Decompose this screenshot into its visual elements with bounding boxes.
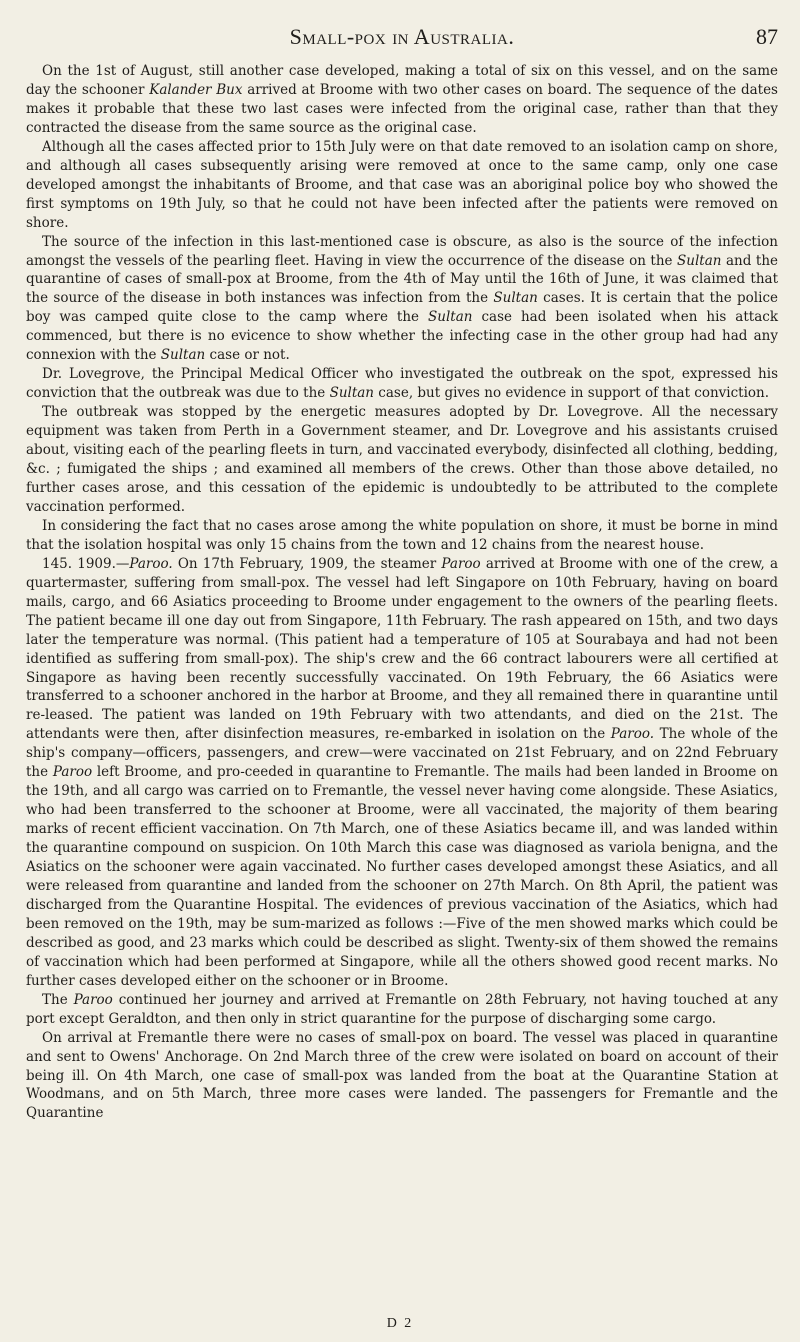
vessel-name: Paroo.: [129, 555, 173, 572]
paragraph: The source of the infection in this last-mentioned case is obscure, as also is the source of the infection amongst the vessels of the pearling fleet. Having in view the occurrence of the disease on the Sultan and the quarantine of cases of small-pox at Broome, from the 4th of May until the 16th of June, it was claimed that the source of the disease in both instances was infection from the Sultan cases. It is certain that the police boy was camped quite close to the camp where the Sultan case had been isolated when his attack commenced, but there is no evicence to show whether the infecting case in the other group had had any connexion with the Sultan case or not.: [26, 233, 779, 364]
paragraph: On the 1st of August, still another case developed, making a total of six on this vessel, and on the same day the schooner Kalander Bux arrived at Broome with two other cases on board. The sequence of the dates makes it probable that these two last cases were infected from the original case, rather than that they contracted the disease from the same source as the original case.: [26, 63, 778, 136]
page-number: 87: [756, 24, 778, 49]
paragraph: In considering the fact that no cases arose among the white population on shore, it must be borne in mind that the isolation hospital was only 15 chains from the town and 12 chains from the nearest house.: [26, 517, 778, 553]
paragraph: Although all the cases affected prior to 15th July were on that date removed to an isolation camp on shore, and although all cases subsequently arising were removed at once to the same camp, only one case developed amongst the inhabitants of Broome, and that case was an aboriginal police boy who showed the first symptoms on 19th July, so that he could not have been infected after the patients were removed on shore.: [26, 138, 778, 231]
article-body: [26, 62, 778, 1123]
vessel-name: Sultan: [160, 347, 206, 364]
vessel-name: Sultan: [428, 309, 473, 326]
vessel-name: Sultan: [677, 252, 722, 269]
vessel-name: Paroo: [52, 764, 93, 781]
vessel-name: Paroo: [441, 555, 481, 572]
paragraph: The outbreak was stopped by the energetic measures adopted by Dr. Lovegrove. All the necessary equipment was taken from Perth in a Government steamer, and Dr. Lovegrove and his assistants cruised about, visiting each of the pearling fleets in turn, and vaccinated everybody, disinfected all clothing, bedding, &c. ; fumigated the ships ; and examined all members of the crews. Other than those above detailed, no further cases arose, and this cessation of the epidemic is undoubtedly to be attributed to the complete vaccination performed.: [26, 404, 778, 515]
vessel-name: Paroo: [73, 991, 113, 1008]
signature-mark: D 2: [386, 1316, 414, 1331]
vessel-name: Sultan: [493, 290, 538, 307]
paragraph: Dr. Lovegrove, the Principal Medical Officer who investigated the outbreak on the spot, expressed his conviction that the outbreak was due to the Sultan case, but gives no evidence in support of that conviction.: [26, 366, 778, 402]
running-title: Small-pox in Australia.: [289, 24, 515, 49]
vessel-name: Kalander Bux: [149, 81, 243, 98]
vessel-name: Sultan: [329, 385, 375, 402]
running-header: [26, 24, 778, 54]
paragraph: 145. 1909.—Paroo. On 17th February, 1909, the steamer Paroo arrived at Broome with one of the crew, a quartermaster, suffering from small-pox. The vessel had left Singapore on 10th February, having on board mails, cargo, and 66 Asiatics proceeding to Broome under engagement to the owners of the pearling fleets. The patient became ill one day out from Singapore, 11th February. The rash appeared on 15th, and two days later the temperature was normal. (This patient had a temperature of 105 at Sourabaya and had not been identified as suffering from small-pox). The ship's crew and the 66 contract labourers were all certified at Singapore as having been recently successfully vaccinated. On 19th February, the 66 Asiatics were transferred to a schooner anchored in the harbor at Broome, and they all remained there in quarantine until re-leased. The patient was landed on 19th February with two attendants, and died on the 21st. The attendants were then, after disinfection measures, re-embarked in isolation on the Paroo. The whole of the ship's company—officers, passengers, and crew—were vaccinated on 21st February, and on 22nd February the Paroo left Broome, and pro-ceeded in quarantine to Fremantle. The mails had been landed in Broome on the 19th, and all cargo was carried on to Fremantle, the vessel never having come alongside. These Asiatics, who had been transferred to the schooner at Broome, were all vaccinated, the majority of them bearing marks of recent efficient vaccination. On 7th March, one of these Asiatics became ill, and was landed within the quarantine compound on suspicion. On 10th March this case was diagnosed as variola benigna, and the Asiatics on the schooner were again vaccinated. No further cases developed amongst these Asiatics, and all were released from quarantine and landed from the schooner on 27th March. On 8th April, the patient was discharged from the Quarantine Hospital. The evidences of previous vaccination of the Asiatics, which had been removed on the 19th, may be sum-marized as follows :—Five of the men showed marks which could be described as good, and 23 marks which could be described as slight. Twenty-six of them showed the remains of vaccination which had been performed at Singapore, while all the others showed good recent marks. No further cases developed either on the schooner or in Broome.: [26, 555, 779, 989]
vessel-name: Paroo.: [610, 726, 655, 743]
paragraph: The Paroo continued her journey and arrived at Fremantle on 28th February, not having touched at any port except Geraldton, and then only in strict quarantine for the purpose of discharging some cargo.: [26, 991, 778, 1027]
paragraph: On arrival at Fremantle there were no cases of small-pox on board. The vessel was placed in quarantine and sent to Owens' Anchorage. On 2nd March three of the crew were isolated on board on account of their being ill. On 4th March, one case of small-pox was landed from the boat at the Quarantine Station at Woodmans, and on 5th March, three more cases were landed. The passengers for Fremantle and the Quarantine: [26, 1029, 778, 1122]
